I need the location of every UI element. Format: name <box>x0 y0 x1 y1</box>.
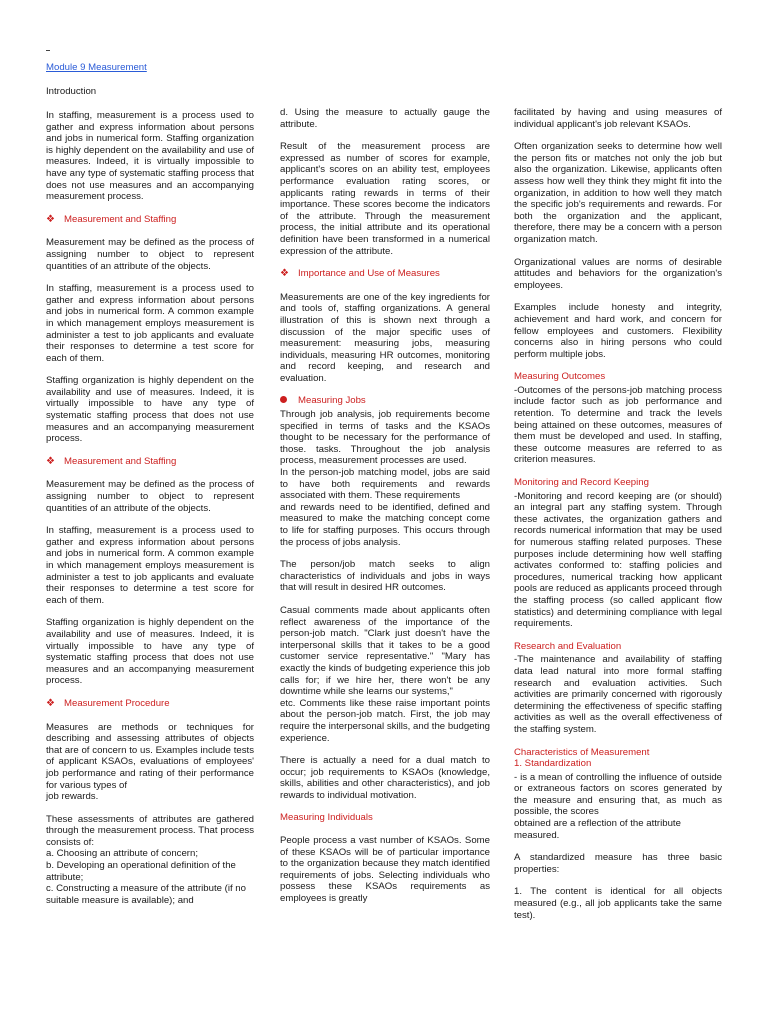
paragraph: A standardized measure has three basic properties: <box>514 852 722 875</box>
paragraph: Through job analysis, job requirements become specified in terms of tasks and the KSAOs thought to be necessary for the performance of those. tasks. Throughout the job analysis process, measurement processes are used. <box>280 409 490 467</box>
paragraph: People process a vast number of KSAOs. Some of these KSAOs will be of particular importance to the organization because they match identified requirements of jobs. Selecting individuals who possess these KSAOs requirements as employees is greatly <box>280 835 490 905</box>
column-3 <box>514 107 722 932</box>
diamond-bullet-icon: ❖ <box>46 697 55 709</box>
paragraph: Staffing organization is highly dependent on the availability and use of measures. Indeed, it is virtually impossible to have any type of systematic staffing process that does not use measures and an accompanying measurement process. <box>46 375 254 445</box>
section-heading: Measuring Jobs <box>280 395 490 407</box>
paragraph: facilitated by having and using measures of individual applicant's job relevant KSAOs. <box>514 107 722 130</box>
paragraph: Measures are methods or techniques for describing and assessing attributes of objects that are of concern to us. Examples include tests of applicant KSAOs, evaluations of employees' job performance and rating of their performance for various types of <box>46 721 254 791</box>
intro-label: Introduction <box>46 86 97 97</box>
page-mark <box>46 50 50 51</box>
list-item: c. Constructing a measure of the attribute (if no suitable measure is available); and <box>46 883 246 906</box>
section-heading: Characteristics of Measurement <box>514 746 650 758</box>
paragraph: Measurements are one of the key ingredients for and tools of, staffing organizations. A general illustration of this is shown next through a discussion of the major specific uses of measurement: measuring jobs, measuring individuals, measuring HR outcomes, monitoring and record keeping, and research and evaluation. <box>280 291 490 384</box>
paragraph: - is a mean of controlling the influence of outside or extraneous factors on scores generated by the measure and ensuring that, as much as possible, the scores <box>514 771 722 818</box>
paragraph: job rewards. <box>46 791 99 803</box>
list-item: b. Developing an operational definition of the attribute; <box>46 860 236 883</box>
paragraph: -Outcomes of the persons-job matching process include factor such as job performance and retention. To determine and track the levels being attained on these outcomes, measures of them must be developed and used. In staffing, these outcome measures are referred to as criterion measures. <box>514 384 722 466</box>
column-2 <box>280 107 490 916</box>
paragraph: Staffing organization is highly dependent on the availability and use of measures. Indeed, it is virtually impossible to have any type of systematic staffing process that does not use measures and an accompanying measurement process. <box>46 617 254 687</box>
section-heading: ❖ Measurement and Staffing <box>46 455 177 467</box>
paragraph: In staffing, measurement is a process used to gather and express information about persons and jobs in numerical form. A common example in which management employs measurement is administer a test to job applicants and evaluate their responses to determine a test score for each of them. <box>46 525 254 606</box>
paragraph: and rewards need to be identified, defined and measured to make the matching concept come to life for staffing purposes. This occurs through the process of jobs analysis. <box>280 501 490 548</box>
document-title[interactable]: Module 9 Measurement <box>46 62 147 73</box>
paragraph: d. Using the measure to actually gauge the attribute. <box>280 107 490 130</box>
list-item: a. Choosing an attribute of concern; <box>46 848 198 860</box>
paragraph: Measurement may be defined as the process of assigning number to object to represent quantities of an attribute of the objects. <box>46 479 254 514</box>
paragraph: Casual comments made about applicants often reflect awareness of the importance of the person-job match. "Clark just doesn't have the interpersonal skills that it takes to be a good customer service representative." "Mary has exactly the kinds of budgeting experience this job calls for; if we hire her, there won't be any downtime while she learns our systems," <box>280 604 490 698</box>
paragraph: Often organization seeks to determine how well the person fits or matches not only the job but also the organization. Likewise, applicants often assess how well they think they might fit into the organization, in addition to how well they match the specific job's requirements and rewards. For both the organization and the applicant, therefore, there may be a concern with a person organization match. <box>514 141 722 245</box>
red-dot-bullet-icon <box>280 396 287 403</box>
subsection-heading: 1. Standardization <box>514 758 592 770</box>
section-heading: Measuring Individuals <box>280 812 373 824</box>
paragraph: Organizational values are norms of desirable attitudes and behaviors for the organization's employees. <box>514 256 722 291</box>
section-heading: ❖ Importance and Use of Measures <box>280 268 440 280</box>
diamond-bullet-icon: ❖ <box>46 455 55 467</box>
section-heading: ❖ Measurement Procedure <box>46 697 170 709</box>
paragraph: There is actually a need for a dual match to occur; job requirements to KSAOs (knowledge, skills, abilities and other characteristics), and job rewards to individual motivation. <box>280 755 490 801</box>
section-heading: Monitoring and Record Keeping <box>514 477 649 489</box>
paragraph: In the person-job matching model, jobs are said to have both requirements and rewards associated with them. These requirements <box>280 467 490 502</box>
paragraph: obtained are a reflection of the attribute measured. <box>514 818 681 841</box>
section-heading: Research and Evaluation <box>514 640 622 652</box>
paragraph: 1. The content is identical for all objects measured (e.g., all job applicants take the same test). <box>514 886 722 921</box>
paragraph: etc. Comments like these raise important points about the person-job match. First, the job may require the interpersonal skills, and the budgeting experience. <box>280 697 490 744</box>
paragraph: In staffing, measurement is a process used to gather and express information about persons and jobs in numerical form. Staffing organization is highly dependent on the availability and use of measures. Indeed, it is virtually impossible to have any type of systematic staffing process that does not use measures and an accompanying measurement process. <box>46 110 254 203</box>
paragraph: The person/job match seeks to align characteristics of individuals and jobs in ways that will result in desired HR outcomes. <box>280 559 490 594</box>
paragraph: In staffing, measurement is a process used to gather and express information about persons and jobs in numerical form. A common example in which management employs measurement is administer a test to job applicants and evaluate their responses to determine a test score for each of them. <box>46 283 254 364</box>
section-heading: ❖ Measurement and Staffing <box>46 213 177 225</box>
paragraph: These assessments of attributes are gathered through the measurement process. That process consists of: <box>46 813 254 848</box>
column-1 <box>46 110 254 917</box>
paragraph: Examples include honesty and integrity, achievement and hard work, and concern for fellow employees and customers. Flexibility concerns also in hiring persons who could perform multiple jobs. <box>514 302 722 360</box>
paragraph: -The maintenance and availability of staffing data lead natural into more formal staffing research and evaluation activities. Such activities are primarily concerned with rigorously determining the effectiveness of specific staffing activities as well as the overall effectiveness of the staffing system. <box>514 654 722 735</box>
paragraph: Result of the measurement process are expressed as number of scores for example, applicant's scores on an ability test, employees performance evaluation rating scores, or applicants rating rewards in terms of their importance. These scores become the indicators of the attribute. Through the measurement process, the initial attribute and its operational definition have been transformed in a numerical expression of the attribute. <box>280 141 490 257</box>
diamond-bullet-icon: ❖ <box>280 268 289 280</box>
section-heading: Measuring Outcomes <box>514 371 606 383</box>
paragraph: -Monitoring and record keeping are (or should) an integral part any staffing system. Through these activates, the organization gathers and records numerical information that may be used for numerous staffing related purposes. These purposes include determining how well staffing activates conformed to: staffing policies and procedures, numerical tracking how applicant pools are reduced as applicants proceed through the staffing process (so called applicant flow statistics) and determining compliance with legal requirements. <box>514 490 723 630</box>
paragraph: Measurement may be defined as the process of assigning number to object to represent quantities of an attribute of the objects. <box>46 237 254 272</box>
diamond-bullet-icon: ❖ <box>46 213 55 225</box>
